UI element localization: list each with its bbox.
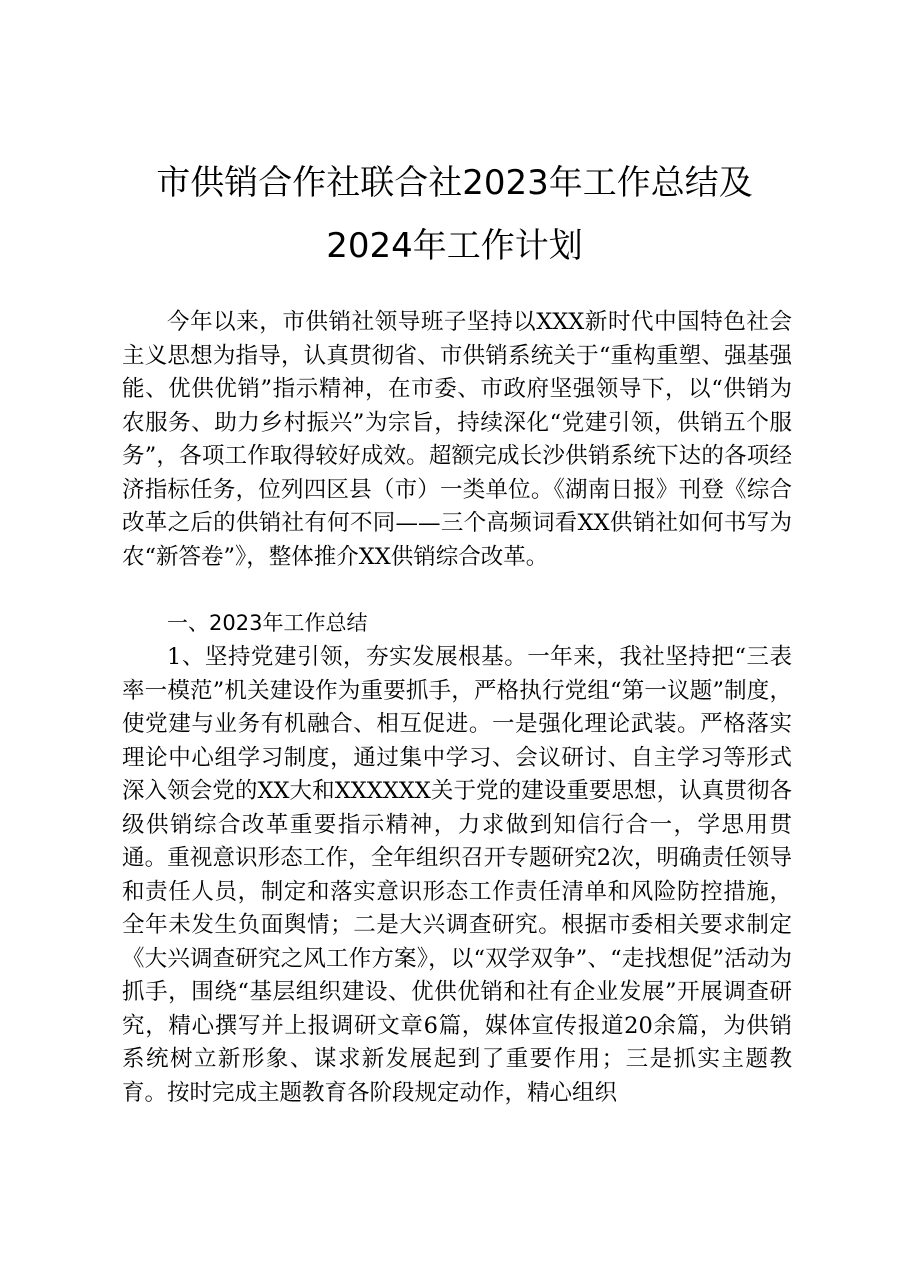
document-title-line-2: 2024年工作计划 (326, 226, 583, 266)
document-title-line-1: 市供销合作社联合社2023年工作总结及 (156, 163, 753, 203)
intro-paragraph: 今年以来，市供销社领导班子坚持以XXX新时代中国特色社会主义思想为指导，认真贯彻省、市供销系统关于“重构重塑、强基强能、优供优销”指示精神，在市委、市政府坚强领导下，以“供销为农服务、助力乡村振兴”为宗旨，持续深化“党建引领，供销五个服务”，各项工作取得较好成效。超额完成长沙供销系统下达的各项经济指标任务，位列四区县（市）一类单位。《湖南日报》刊登《综合改革之后的供销社有何不同——三个高频词看XX供销社如何书写为农“新答卷”》，整体推介XX供销综合改革。 (122, 309, 792, 570)
party-building-paragraph: 1、坚持党建引领，夯实发展根基。一年来，我社坚持把“三表率一模范”机关建设作为重要抓手，严格执行党组“第一议题”制度，使党建与业务有机融合、相互促进。一是强化理论武装。严格落实理论中心组学习制度，通过集中学习、会议研讨、自主学习等形式深入领会党的XX大和XXXXXX关于党的建设重要思想，认真贯彻各级供销综合改革重要指示精神，力求做到知信行合一，学思用贯通。重视意识形态工作，全年组织召开专题研究2次，明确责任领导和责任人员，制定和落实意识形态工作责任清单和风险防控措施，全年未发生负面舆情；二是大兴调查研究。根据市委相关要求制定《大兴调查研究之风工作方案》，以“双学双争”、“走找想促”活动为抓手，围绕“基层组织建设、优供优销和社有企业发展”开展调查研究，精心撰写并上报调研文章6篇，媒体宣传报道20余篇，为供销系统树立新形象、谋求新发展起到了重要作用；三是抓实主题教育。按时完成主题教育各阶段规定动作，精心组织 (122, 644, 792, 1106)
section-heading-2023-summary: 一、2023年工作总结 (167, 611, 368, 635)
